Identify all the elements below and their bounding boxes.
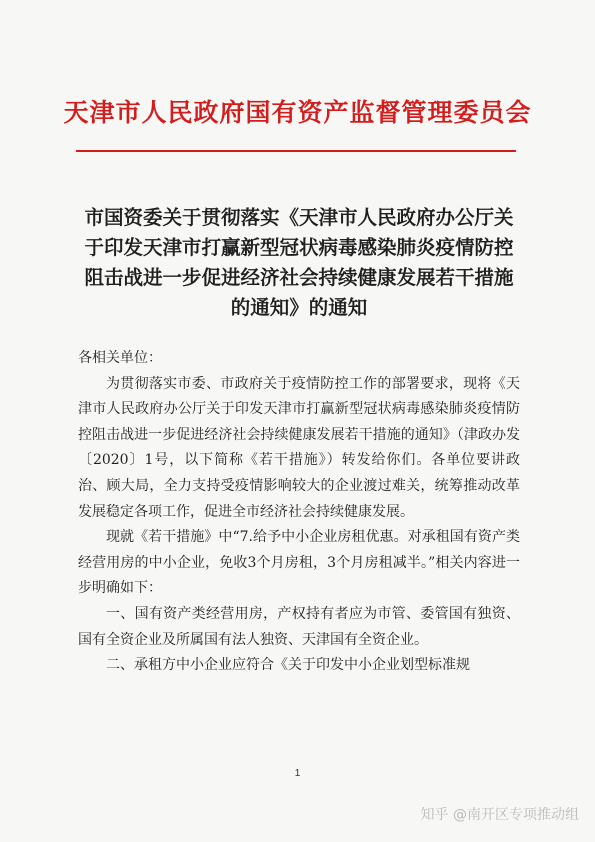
watermark — [421, 804, 579, 824]
paragraph: 现就《若干措施》中“7.给予中小企业房租优惠。对承租国有资产类经营用房的中小企业，免收3个月房租，3个月房租减半。”相关内容进一步明确如下： — [78, 529, 520, 597]
red-rule — [76, 150, 516, 152]
page-number: 1 — [294, 768, 301, 779]
paragraph: 为贯彻落实市委、市政府关于疫情防控工作的部署要求，现将《天津市人民政府办公厅关于印发天津市打赢新型冠状病毒感染肺炎疫情防控阻击战进一步促进经济社会持续健康发展若干措施的通知》（津政办发〔2020〕1号，以下简称《若干措施》）转发给你们。各单位要讲政治、顾大局，全力支持受疫情影响较大的企业渡过难关，统筹推动改革发展稳定各项工作，促进全市经济社会持续健康发展。 — [78, 375, 520, 520]
document-title: 市国资委关于贯彻落实《天津市人民政府办公厅关于印发天津市打赢新型冠状病毒感染肺炎疫情防控阻击战进一步促进经济社会持续健康发展若干措施的通知》的通知 — [84, 206, 514, 319]
document-body — [78, 346, 520, 679]
masthead: 天津市人民政府国有资产监督管理委员会 — [63, 98, 532, 127]
paragraph: 一、国有资产类经营用房，产权持有者应为市管、委管国有独资、国有全资企业及所属国有法人独资、天津国有全资企业。 — [78, 605, 520, 648]
salutation: 各相关单位： — [78, 350, 162, 366]
watermark-text: 知乎 @南开区专项推动组 — [420, 807, 579, 823]
paragraph: 二、承租方中小企业应符合《关于印发中小企业划型标准规 — [106, 657, 470, 674]
